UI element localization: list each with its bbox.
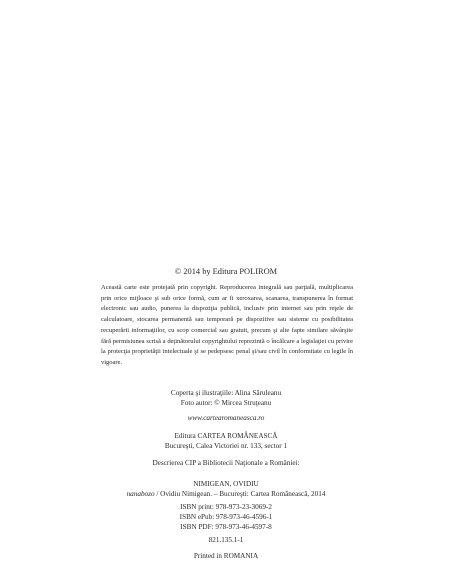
publisher-name: Editura CARTEA ROMÂNEASCĂ	[174, 432, 278, 440]
photo-credit: Foto autor: © Mircea Struţeanu	[180, 399, 272, 407]
cip-heading: Descrierea CIP a Bibliotecii Naţionale a României:	[152, 459, 300, 467]
printed-in: Printed in ROMANIA	[193, 552, 259, 560]
publisher-address: Bucureşti, Calea Victoriei nr. 133, sector 1	[164, 442, 288, 450]
copyright-line: © 2014 by Editura POLIROM	[174, 267, 278, 276]
cip-record	[0, 479, 452, 499]
cip-author: NIMIGEAN, OVIDIU	[193, 480, 259, 488]
cip-title: nanabozo	[126, 490, 155, 498]
copyright-notice: Această carte este protejată prin copyright. Reproducerea integrală sau parţială, multiplicarea prin orice mijloace şi sub orice formă, cum ar fi xeroxarea, scanarea, transpunerea în format electronic sau audio, punerea la dispoziţia publică, inclusiv prin internet sau prin reţele de calculatoare, stocarea permanentă sau temporară pe dispozitive sau sisteme cu posibilitatea recuperării informaţiilor, cu scop comercial sau gratuit, precum şi alte fapte similare săvârşite fără permisiunea scrisă a deţinătorului copyrightului reprezintă o încălcare a legislaţiei cu privire la protecţia proprietăţii intelectuale şi se pedepsesc penal şi/sau civil în conformitate cu legile în vigoare.	[101, 284, 353, 366]
isbn-epub: ISBN ePub: 978-973-46-4596-1	[179, 513, 273, 521]
isbn-list	[0, 502, 452, 532]
publisher-info	[0, 431, 452, 451]
isbn-pdf: ISBN PDF: 978-973-46-4597-8	[180, 523, 272, 531]
isbn-print: ISBN print: 978-973-23-3069-2	[180, 503, 272, 511]
cip-publication: / Ovidiu Nimigean. – Bucureşti: Cartea Românească, 2014	[154, 490, 326, 498]
credits	[0, 388, 452, 408]
cip-title-line	[0, 489, 452, 499]
cdu-code: 821.135.1-1	[208, 536, 244, 544]
publisher-website: www.cartearomaneasca.ro	[187, 414, 265, 422]
cover-credit: Coperta şi ilustraţiile: Alina Săruleanu	[170, 389, 282, 397]
